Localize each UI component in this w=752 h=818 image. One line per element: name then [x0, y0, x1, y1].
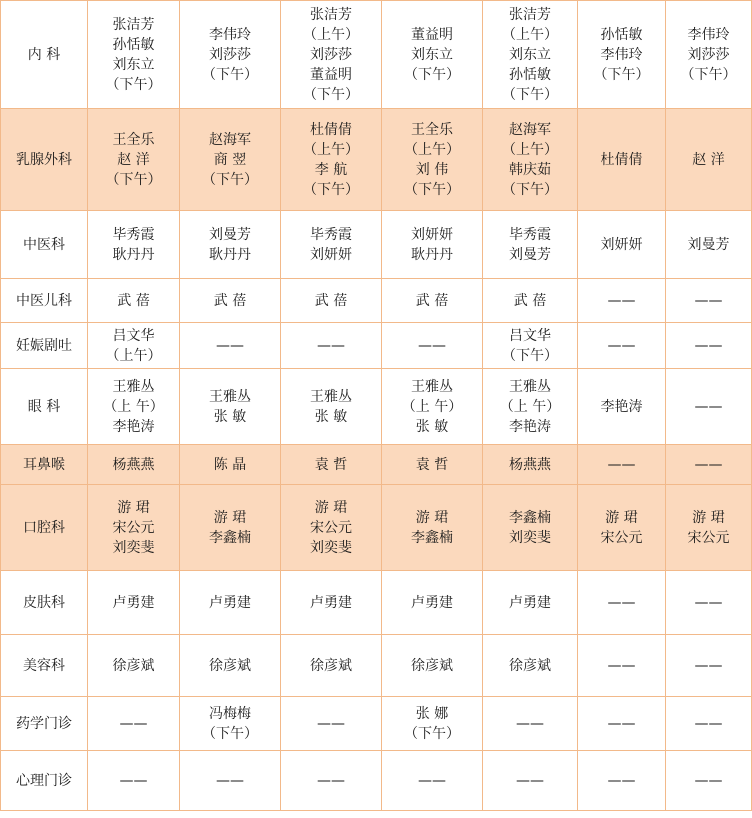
schedule-cell: 吕文华 （下午） — [483, 323, 578, 369]
schedule-cell: 冯梅梅 （下午） — [180, 697, 281, 751]
department-name: 乳腺外科 — [1, 109, 88, 211]
schedule-cell: 毕秀霞 刘曼芳 — [483, 211, 578, 279]
schedule-cell: 杨燕燕 — [88, 445, 180, 485]
schedule-cell: 武 蓓 — [180, 279, 281, 323]
schedule-cell: 李鑫楠 刘奕斐 — [483, 485, 578, 571]
department-name: 美容科 — [1, 635, 88, 697]
schedule-cell: —— — [180, 751, 281, 811]
schedule-row — [1, 571, 752, 635]
schedule-cell: 吕文华 （上午） — [88, 323, 180, 369]
schedule-cell: 卢勇建 — [180, 571, 281, 635]
schedule-cell: —— — [666, 279, 752, 323]
schedule-cell: 游 珺 李鑫楠 — [382, 485, 483, 571]
schedule-cell: 王雅丛 张 敏 — [180, 369, 281, 445]
schedule-row — [1, 697, 752, 751]
schedule-body — [1, 1, 752, 811]
schedule-cell: —— — [666, 323, 752, 369]
schedule-cell: 卢勇建 — [281, 571, 382, 635]
schedule-cell: 张洁芳 （上午） 刘东立 孙恬敏 （下午） — [483, 1, 578, 109]
schedule-cell: 王雅丛 （上 午） 李艳涛 — [483, 369, 578, 445]
schedule-cell: 游 珺 李鑫楠 — [180, 485, 281, 571]
schedule-cell: 孙恬敏 李伟玲 （下午） — [578, 1, 666, 109]
schedule-cell: 袁 哲 — [281, 445, 382, 485]
schedule-cell: 徐彦斌 — [180, 635, 281, 697]
schedule-row — [1, 485, 752, 571]
schedule-row — [1, 323, 752, 369]
schedule-cell: 毕秀霞 耿丹丹 — [88, 211, 180, 279]
schedule-cell: 陈 晶 — [180, 445, 281, 485]
schedule-cell: —— — [578, 323, 666, 369]
schedule-cell: —— — [281, 697, 382, 751]
schedule-cell: 游 珺 宋公元 刘奕斐 — [88, 485, 180, 571]
schedule-cell: 刘妍妍 — [578, 211, 666, 279]
schedule-cell: 卢勇建 — [88, 571, 180, 635]
schedule-cell: 王雅丛 张 敏 — [281, 369, 382, 445]
schedule-row — [1, 751, 752, 811]
schedule-cell: 李伟玲 刘莎莎 （下午） — [180, 1, 281, 109]
schedule-row — [1, 109, 752, 211]
schedule-cell: —— — [281, 751, 382, 811]
schedule-row — [1, 211, 752, 279]
schedule-cell: —— — [578, 635, 666, 697]
department-name: 皮肤科 — [1, 571, 88, 635]
schedule-cell: 王雅丛 （上 午） 李艳涛 — [88, 369, 180, 445]
schedule-cell: 毕秀霞 刘妍妍 — [281, 211, 382, 279]
department-name: 口腔科 — [1, 485, 88, 571]
schedule-cell: 李艳涛 — [578, 369, 666, 445]
schedule-cell: 徐彦斌 — [382, 635, 483, 697]
schedule-cell: —— — [666, 571, 752, 635]
schedule-cell: 董益明 刘东立 （下午） — [382, 1, 483, 109]
schedule-cell: —— — [578, 445, 666, 485]
schedule-cell: —— — [483, 697, 578, 751]
schedule-cell: 游 珺 宋公元 — [578, 485, 666, 571]
schedule-row — [1, 279, 752, 323]
schedule-cell: —— — [88, 751, 180, 811]
schedule-cell: —— — [666, 445, 752, 485]
schedule-cell: —— — [382, 751, 483, 811]
schedule-cell: 李伟玲 刘莎莎 （下午） — [666, 1, 752, 109]
schedule-cell: 杜倩倩 （上午） 李 航 （下午） — [281, 109, 382, 211]
department-name: 中医儿科 — [1, 279, 88, 323]
schedule-cell: 卢勇建 — [483, 571, 578, 635]
schedule-cell: —— — [666, 635, 752, 697]
schedule-cell: 赵海军 （上午） 韩庆茹 （下午） — [483, 109, 578, 211]
schedule-cell: 袁 哲 — [382, 445, 483, 485]
schedule-row — [1, 635, 752, 697]
schedule-cell: —— — [666, 697, 752, 751]
schedule-cell: 徐彦斌 — [281, 635, 382, 697]
schedule-cell: 徐彦斌 — [483, 635, 578, 697]
department-name: 心理门诊 — [1, 751, 88, 811]
schedule-cell: 王全乐 赵 洋 （下午） — [88, 109, 180, 211]
department-name: 耳鼻喉 — [1, 445, 88, 485]
department-name: 眼 科 — [1, 369, 88, 445]
department-name: 内 科 — [1, 1, 88, 109]
department-name: 中医科 — [1, 211, 88, 279]
schedule-cell: —— — [281, 323, 382, 369]
schedule-cell: 刘妍妍 耿丹丹 — [382, 211, 483, 279]
schedule-cell: 武 蓓 — [382, 279, 483, 323]
schedule-cell: 赵海军 商 翌 （下午） — [180, 109, 281, 211]
schedule-cell: 武 蓓 — [281, 279, 382, 323]
schedule-cell: —— — [578, 751, 666, 811]
schedule-cell: 张洁芳 孙恬敏 刘东立 （下午） — [88, 1, 180, 109]
schedule-cell: 武 蓓 — [88, 279, 180, 323]
schedule-cell: 张洁芳 （上午） 刘莎莎 董益明 （下午） — [281, 1, 382, 109]
schedule-cell: 张 娜 （下午） — [382, 697, 483, 751]
schedule-cell: —— — [578, 571, 666, 635]
schedule-cell: —— — [666, 369, 752, 445]
schedule-row — [1, 1, 752, 109]
schedule-cell: 杜倩倩 — [578, 109, 666, 211]
department-name: 药学门诊 — [1, 697, 88, 751]
schedule-cell: 刘曼芳 — [666, 211, 752, 279]
schedule-cell: 徐彦斌 — [88, 635, 180, 697]
schedule-cell: —— — [578, 279, 666, 323]
schedule-cell: 王全乐 （上午） 刘 伟 （下午） — [382, 109, 483, 211]
schedule-cell: 卢勇建 — [382, 571, 483, 635]
schedule-cell: —— — [666, 751, 752, 811]
schedule-cell: 游 珺 宋公元 刘奕斐 — [281, 485, 382, 571]
schedule-cell: —— — [180, 323, 281, 369]
schedule-cell: —— — [578, 697, 666, 751]
schedule-cell: 王雅丛 （上 午） 张 敏 — [382, 369, 483, 445]
schedule-cell: —— — [88, 697, 180, 751]
schedule-cell: 武 蓓 — [483, 279, 578, 323]
schedule-cell: —— — [382, 323, 483, 369]
schedule-cell: 游 珺 宋公元 — [666, 485, 752, 571]
schedule-cell: 赵 洋 — [666, 109, 752, 211]
schedule-cell: 杨燕燕 — [483, 445, 578, 485]
schedule-row — [1, 445, 752, 485]
schedule-cell: 刘曼芳 耿丹丹 — [180, 211, 281, 279]
schedule-row — [1, 369, 752, 445]
department-name: 妊娠剧吐 — [1, 323, 88, 369]
schedule-cell: —— — [483, 751, 578, 811]
